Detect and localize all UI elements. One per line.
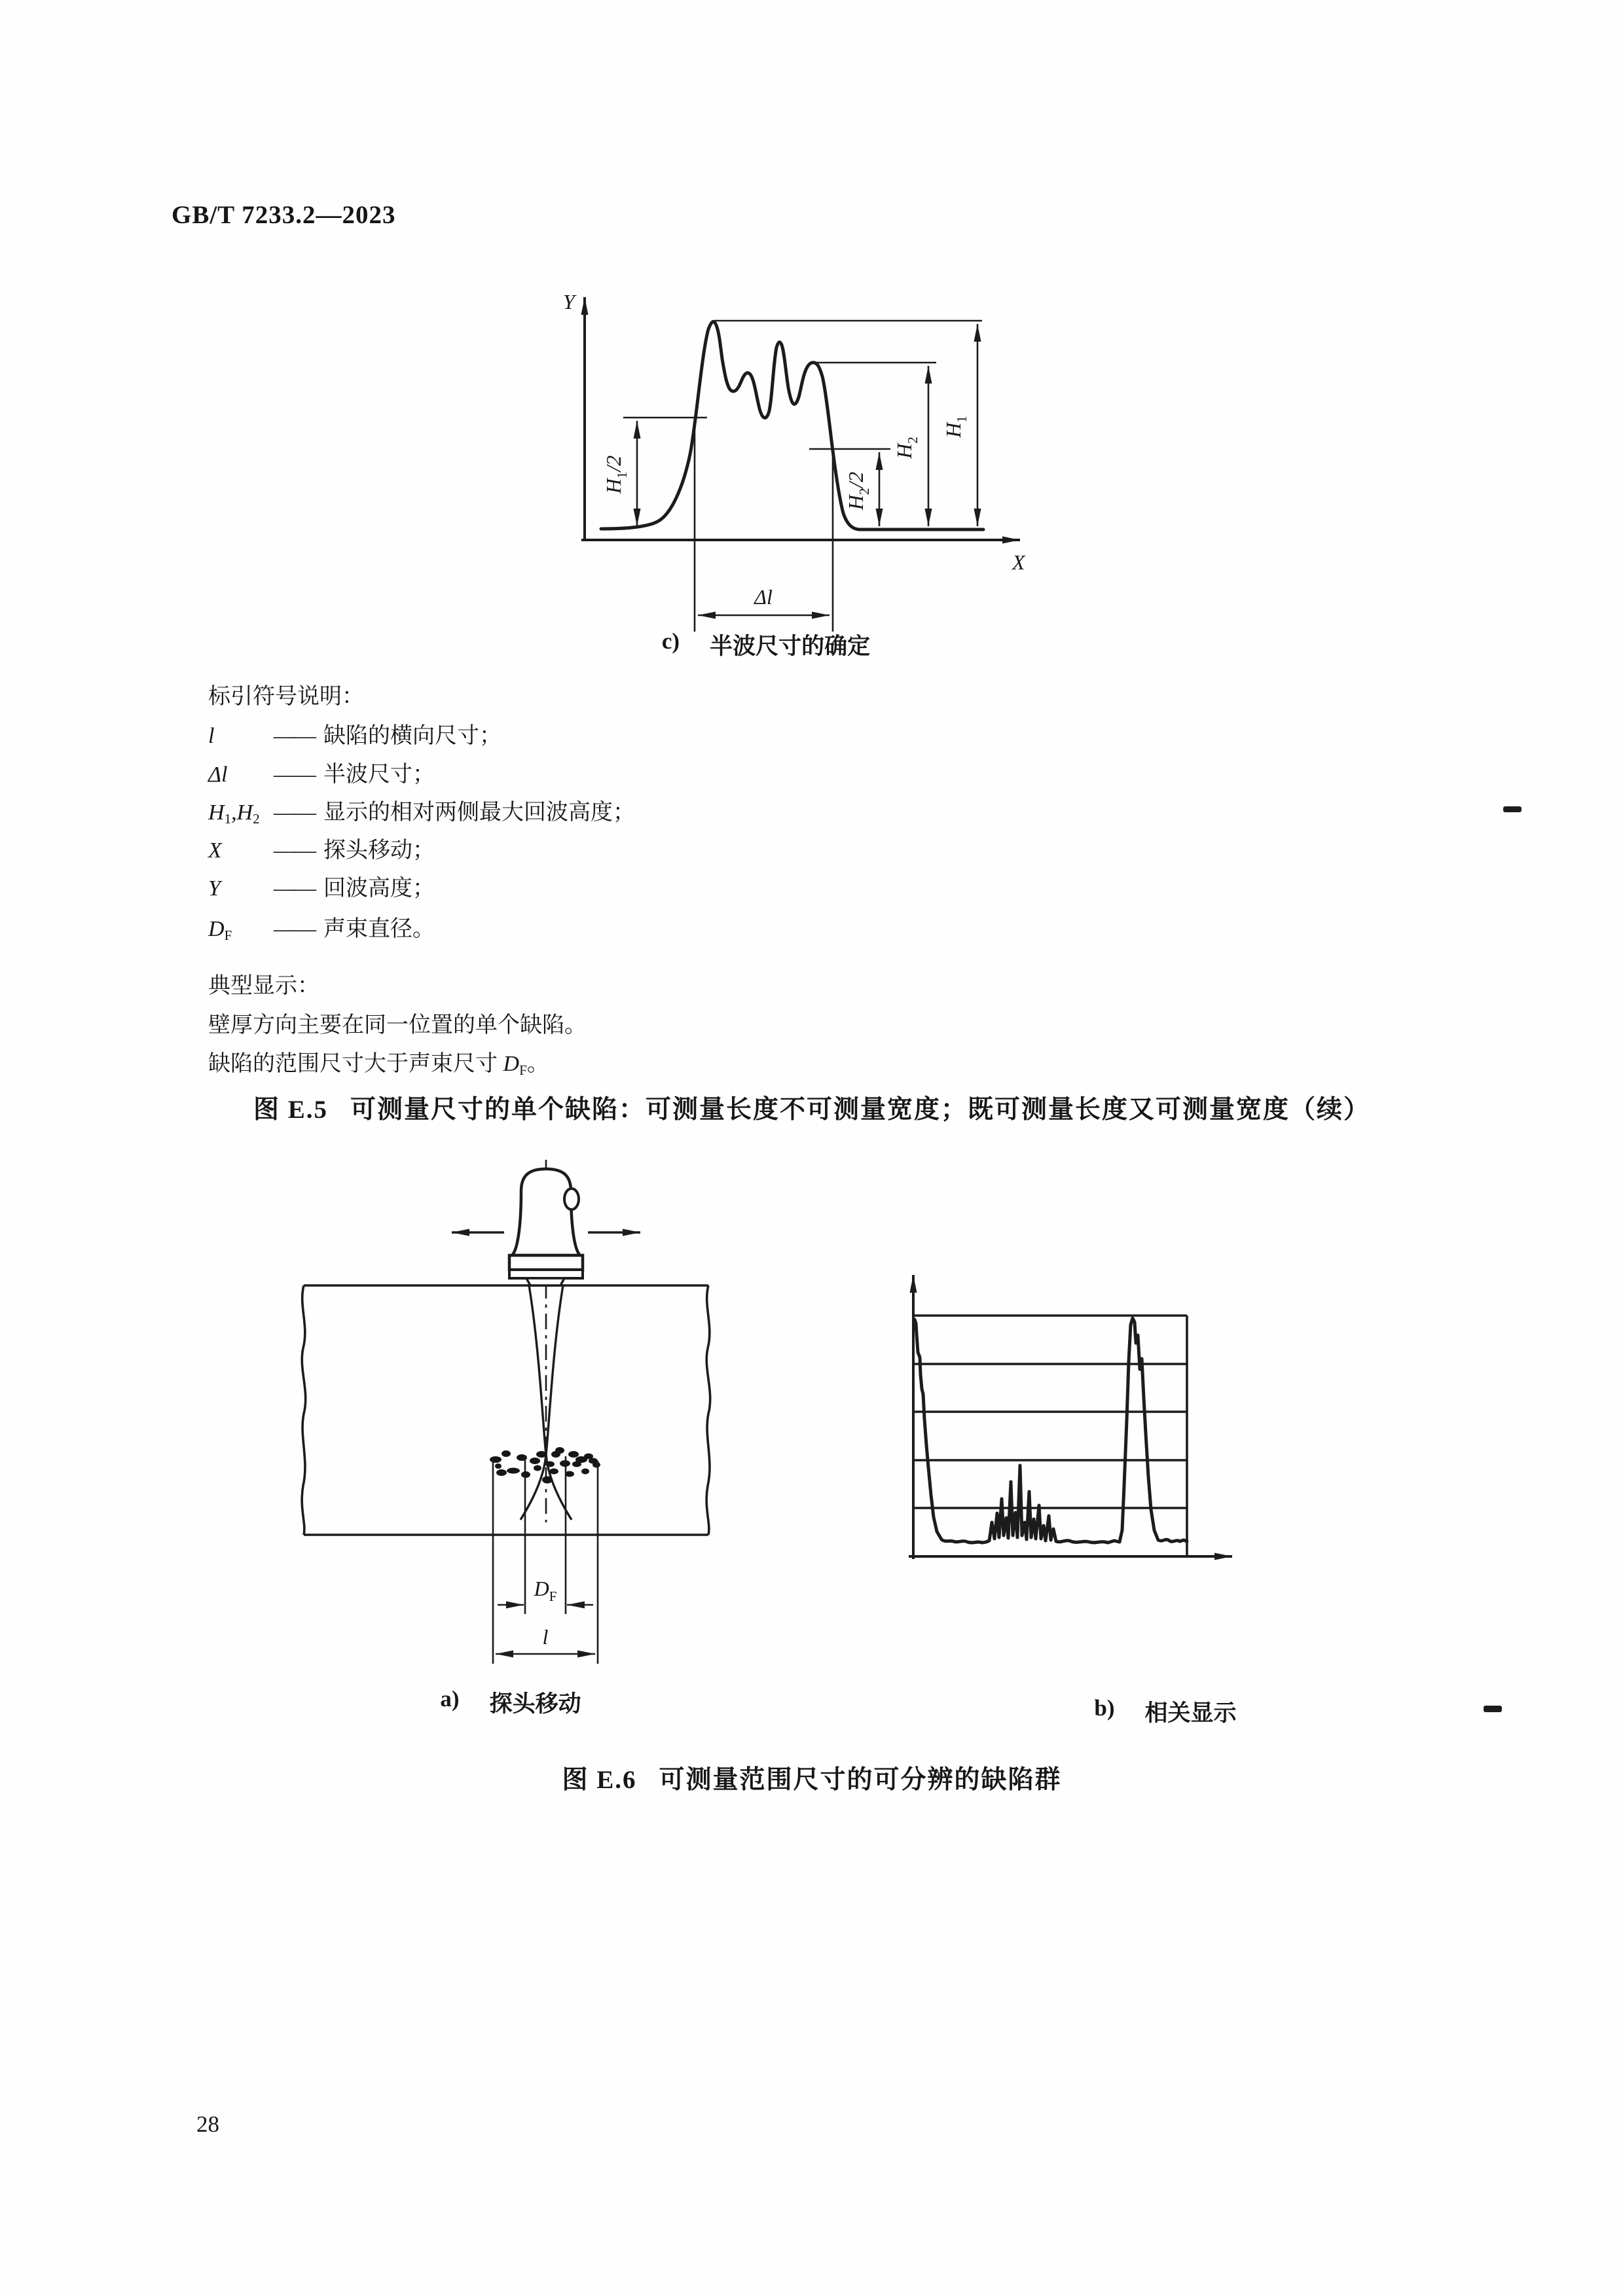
symbol-y: Y xyxy=(208,876,221,901)
figure-e6-title: 可测量范围尺寸的可分辨的缺陷群 xyxy=(659,1766,1062,1794)
symbol-df: $D_F$ xyxy=(208,917,232,943)
probe-scan-diagram xyxy=(302,1160,710,1664)
df-dimension xyxy=(498,1577,593,1605)
sub-caption-c xyxy=(517,628,1015,661)
l-dimension-label: l xyxy=(542,1625,549,1649)
symbol-delta-l: Δl xyxy=(208,762,228,787)
symbol-l: l xyxy=(208,724,215,748)
margin-scan-mark xyxy=(1484,1706,1502,1712)
block-right-break-edge xyxy=(706,1285,710,1535)
sub-caption-c-text: 半波尺寸的确定 xyxy=(710,634,871,659)
l-dimension xyxy=(496,1625,595,1654)
legend-item-l xyxy=(208,717,501,751)
legend-desc: 显示的相对两侧最大回波高度； xyxy=(323,800,635,825)
sub-caption-a-letter: a) xyxy=(440,1686,460,1712)
y-axis-label: Y xyxy=(563,290,575,314)
x-axis-label: X xyxy=(1012,550,1025,574)
a-scan-display xyxy=(909,1275,1232,1559)
sub-caption-c-letter: c) xyxy=(661,628,680,654)
probe-body xyxy=(512,1169,580,1255)
legend-desc: 回波高度； xyxy=(323,876,435,901)
df-dimension-label: $D_F$ xyxy=(534,1577,557,1604)
half-wave-size-diagram xyxy=(550,275,1048,655)
margin-scan-mark xyxy=(1503,806,1522,812)
probe-nozzle xyxy=(526,1278,564,1285)
h1-label: $H_1$ xyxy=(941,416,970,438)
h2-half-label: $H_2/2$ xyxy=(844,471,872,511)
legend-dash: —— xyxy=(274,724,314,748)
figure-e6-diagrams xyxy=(282,1158,1264,1734)
legend-dash: —— xyxy=(274,838,314,863)
legend-dash: —— xyxy=(274,876,314,901)
figure-e6-caption xyxy=(92,1759,1532,1796)
echo-envelope-curve xyxy=(601,321,983,529)
sub-caption-a-text: 探头移动 xyxy=(489,1691,581,1717)
sub-caption-b xyxy=(936,1695,1395,1728)
figure-e5-title: 可测量尺寸的单个缺陷：可测量长度不可测量宽度；既可测量长度又可测量宽度（续） xyxy=(350,1096,1371,1124)
standard-number-header: GB/T 7233.2—2023 xyxy=(172,201,396,229)
legend-desc: 探头移动； xyxy=(323,838,435,863)
legend-title: 标引符号说明： xyxy=(208,685,364,709)
figure-e5-caption xyxy=(92,1089,1532,1126)
typical-display-line-2: 缺陷的范围尺寸大于声束尺寸 $D_F$。 xyxy=(208,1052,549,1078)
sub-caption-b-letter: b) xyxy=(1094,1695,1115,1721)
figure-e6-label: 图 E.6 xyxy=(562,1766,637,1794)
block-left-break-edge xyxy=(302,1285,306,1535)
legend-desc: 半波尺寸； xyxy=(323,762,435,787)
legend-desc: 声束直径。 xyxy=(323,917,435,941)
sub-caption-a xyxy=(282,1686,740,1719)
symbol-h1-h2: $H_1,H_2$ xyxy=(208,800,260,827)
typical-display-line-1: 壁厚方向主要在同一位置的单个缺陷。 xyxy=(208,1013,587,1037)
legend-item-x xyxy=(208,832,435,865)
legend-dash: —— xyxy=(274,762,314,787)
test-block xyxy=(302,1285,710,1535)
symbol-x: X xyxy=(208,838,222,863)
probe-flange xyxy=(509,1255,583,1270)
legend-dash: —— xyxy=(274,800,314,825)
legend-desc: 缺陷的横向尺寸； xyxy=(323,724,501,748)
figure-e5-label: 图 E.5 xyxy=(253,1096,328,1124)
legend-item-delta-l xyxy=(208,756,435,789)
h1-half-label: $H_1/2$ xyxy=(602,455,630,494)
legend-item-df xyxy=(208,910,435,944)
sub-caption-b-text: 相关显示 xyxy=(1144,1700,1237,1726)
delta-l-label: Δl xyxy=(754,585,773,609)
typical-display-title: 典型显示： xyxy=(208,974,319,998)
probe-connector xyxy=(564,1189,579,1210)
probe-shoe xyxy=(509,1270,583,1278)
legend-item-y xyxy=(208,870,435,903)
page-number: 28 xyxy=(196,2111,219,2137)
h2-label: $H_2$ xyxy=(892,437,921,459)
legend-item-h1-h2 xyxy=(208,794,635,827)
legend-dash: —— xyxy=(274,917,314,941)
ultrasonic-probe xyxy=(509,1169,583,1285)
